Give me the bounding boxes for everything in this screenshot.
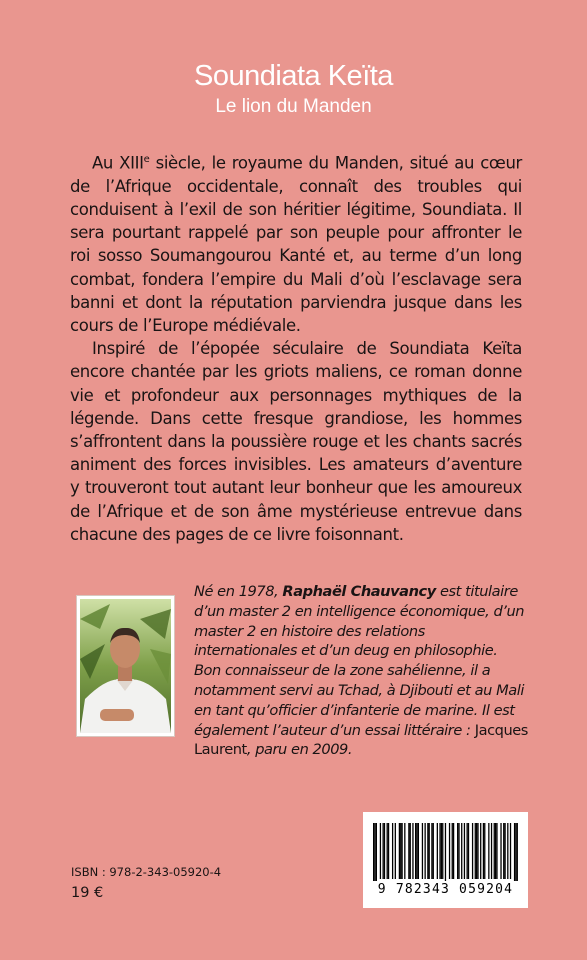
barcode-bar (387, 823, 388, 879)
barcode-bar (382, 823, 383, 879)
barcode-bar (416, 823, 417, 879)
barcode-bar (433, 823, 434, 879)
barcode-bar (388, 823, 389, 879)
barcode-bar (376, 823, 377, 881)
barcode-bar (515, 823, 516, 881)
barcode-bar (373, 823, 374, 881)
blurb-paragraph-1 (70, 148, 522, 337)
barcode-bar (483, 823, 484, 879)
barcode-bar (380, 823, 381, 879)
isbn-label: ISBN : 978-2-343-05920-4 (71, 865, 222, 879)
barcode-bar (400, 823, 401, 879)
author-name: Raphaël Chauvancy (282, 583, 436, 600)
barcode-bar (472, 823, 473, 879)
price-label: 19 € (71, 885, 104, 901)
barcode-bar (422, 823, 423, 879)
barcode-bar (461, 823, 462, 879)
barcode-bar (399, 823, 400, 879)
book-title: Soundiata Keïta (194, 60, 393, 92)
barcode-bar (412, 823, 413, 879)
author-biography (194, 582, 528, 760)
blurb-paragraph-2: Inspiré de l’épopée séculaire de Soundiata Keïta encore chantée par les griots maliens, ce roman donne vie et profondeur aux personnages mythiques de la légende. Dans cette fresque grandiose, les hommes s’affrontent dans la poussière rouge et les chants sacrés animent des forces invisibles. Les amateurs d’aventure y trouveront tout autant leur bonheur que les amoureux de l’Afrique et de son âme mystérieuse entrevue dans chacune des pages de ce livre foisonnant. (70, 339, 522, 544)
barcode-bar (410, 823, 411, 879)
barcode-bar (449, 823, 450, 879)
bio-text: est titulaire d’un master 2 en intelligence économique, d’un master 2 en histoire des relations internationales et d’un deug en philosophie. Bon connaisseur de la zone sahélienne, il a notamment servi au Tchad, à Djibouti et au Mali en tant qu’officier d’infanterie de marine. Il est également l’auteur d’un essai littéraire : (194, 583, 525, 739)
barcode-bar (491, 823, 492, 879)
blurb-p1-rest: siècle, le royaume du Manden, situé au cœur de l’Afrique occidentale, connaît des troubles qui conduisent à l’exil de son héritier légitime, Soundiata. Il sera pourtant rappelé par son peuple pour affronter le roi sosso Soumangourou Kanté et, au terme d’un long combat, fondera l’empire du Mali d’où l’esclavage sera banni et dont la réputation parviendra jusque dans les cours de l’Europe médiévale. (70, 153, 522, 335)
barcode-bar (374, 823, 375, 881)
barcode-bar (408, 823, 409, 879)
barcode-bar (384, 823, 385, 879)
bio-intro: Né en 1978, (194, 583, 283, 600)
barcode-bar (488, 823, 489, 879)
barcode-bar (441, 823, 442, 879)
barcode-bars (373, 823, 518, 881)
barcode-bar (425, 823, 426, 879)
barcode (363, 812, 528, 908)
barcode-bar (439, 823, 440, 879)
barcode-bar (464, 823, 465, 879)
barcode-bar (514, 823, 515, 881)
barcode-bar (503, 823, 504, 879)
barcode-bar (401, 823, 402, 879)
book-blurb (70, 148, 522, 546)
barcode-bar (496, 823, 497, 879)
essay-title: Jacques Laurent (194, 721, 528, 759)
book-subtitle: Le lion du Manden (215, 96, 372, 117)
barcode-bar (494, 823, 495, 879)
barcode-bar (468, 823, 469, 879)
barcode-bar (495, 823, 496, 879)
barcode-bar (458, 823, 459, 879)
barcode-bar (507, 823, 508, 879)
barcode-bar (467, 823, 468, 879)
barcode-bar (445, 823, 446, 881)
century-superscript: e (143, 154, 150, 165)
barcode-bar (418, 823, 419, 879)
barcode-bar (453, 823, 454, 879)
author-portrait-image (80, 599, 171, 733)
barcode-bar (480, 823, 481, 879)
barcode-bar (437, 823, 438, 879)
barcode-bar (452, 823, 453, 879)
blurb-p1-start: Au XIII (92, 153, 144, 173)
barcode-bar (427, 823, 428, 879)
barcode-bar (431, 823, 432, 879)
barcode-bar (429, 823, 430, 879)
bio-outro: , paru en 2009. (246, 741, 353, 759)
barcode-bar (476, 823, 477, 879)
barcode-bar (510, 823, 511, 879)
barcode-bar (404, 823, 405, 879)
barcode-number: 9 782343 059204 (377, 882, 514, 897)
barcode-bar (392, 823, 393, 879)
barcode-bar (500, 823, 501, 879)
barcode-bar (395, 823, 396, 879)
barcode-bar (477, 823, 478, 879)
barcode-bar (442, 823, 443, 879)
barcode-bar (517, 823, 518, 881)
barcode-bar (457, 823, 458, 879)
barcode-bar (475, 823, 476, 879)
barcode-bar (415, 823, 416, 879)
barcode-bar (484, 823, 485, 879)
author-photo (76, 595, 175, 737)
barcode-bar (504, 823, 505, 879)
